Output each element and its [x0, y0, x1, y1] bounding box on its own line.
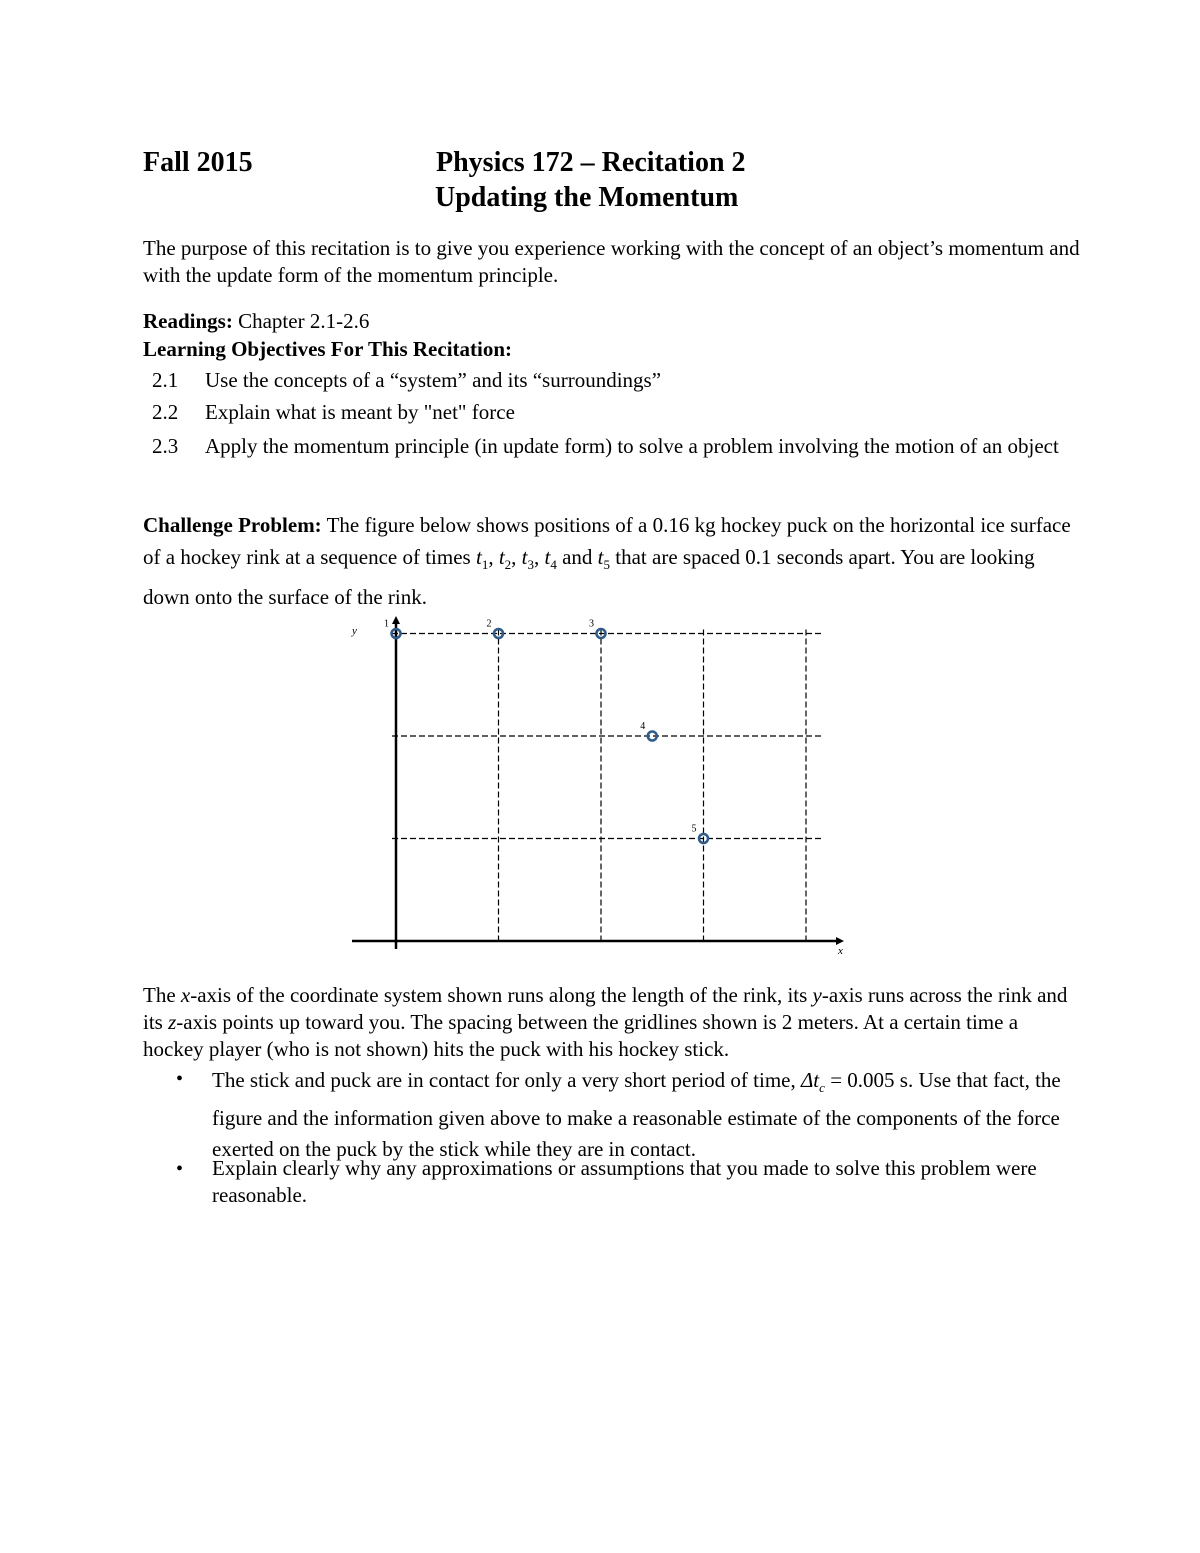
y-axis-arrowhead	[392, 616, 400, 624]
challenge-text-b: that are spaced 0.1 seconds apart. You are looking down onto the surface of the rink.	[143, 545, 1035, 610]
grid-lines	[392, 630, 824, 942]
term-label: Fall 2015	[143, 147, 253, 178]
x-axis-arrowhead	[836, 937, 844, 945]
puck-position-label: 4	[640, 721, 646, 732]
desc-x: x	[180, 983, 191, 1007]
readings-text: Chapter 2.1-2.6	[238, 309, 370, 333]
challenge-and: and	[562, 545, 593, 569]
time-t1-sub: 1	[481, 557, 489, 573]
axes	[351, 616, 844, 957]
time-t5: $t_5$	[597, 545, 611, 573]
eq-rest: = 0.005 s	[830, 1068, 908, 1092]
bullet-1-b: . Use that fact, the figure and the information given above to make a reasonable estimate of the components of the force exerted on the puck by the stick while they are in contact.	[212, 1068, 1061, 1162]
desc-s2: -axis of the coordinate system shown runs along the length of the rink, its	[190, 983, 808, 1007]
objective-text: Use the concepts of a “system” and its “surroundings”	[205, 368, 662, 392]
delta-t-sub: c	[819, 1080, 825, 1096]
puck-position-label: 2	[486, 618, 492, 630]
y-axis-label: y	[352, 625, 357, 637]
bullet-marker: •	[176, 1068, 184, 1090]
objective-number: 2.2	[152, 400, 179, 424]
desc-s4: -axis points up toward you. The spacing between the gridlines shown is 2 meters. At a certain time a hockey player (who is not shown) hits the puck with his hockey stick.	[143, 1010, 1019, 1061]
bullet-1-a: The stick and puck are in contact for only a very short period of time,	[212, 1068, 796, 1092]
objective-number: 2.3	[152, 434, 179, 458]
description-paragraph	[143, 982, 1083, 1063]
readings-label: Readings:	[143, 309, 233, 333]
delta-t: Δt	[800, 1068, 820, 1092]
desc-z: z	[168, 1010, 177, 1034]
puck-positions	[384, 619, 708, 844]
puck-position-label: 1	[384, 618, 389, 630]
challenge-label: Challenge Problem:	[143, 513, 322, 537]
puck-position-label: 5	[691, 823, 697, 835]
time-t2: $t_2$	[498, 545, 512, 573]
challenge-paragraph: Challenge Problem: The figure below shows positions of a 0.16 kg hockey puck on the horizontal ice surface of a hockey rink at a sequence of times $t_1$, $t_2$, $t_3$, $t_4$ and $t_5$ that are spaced 0.1 seconds apart. You are looking down onto the surface of the rink.	[143, 513, 1071, 610]
time-t1: $t_1$	[475, 545, 489, 573]
bullet-item: Explain clearly why any approximations or assumptions that you made to solve this problem were reasonable.	[212, 1156, 1037, 1207]
puck-position-label: 3	[589, 618, 594, 630]
objective-text: Explain what is meant by "net" force	[205, 400, 515, 424]
bullet-item	[212, 1065, 1082, 1165]
time-t2-sub: 2	[504, 557, 512, 573]
time-t3-sub: 3	[527, 557, 534, 573]
intro-paragraph: The purpose of this recitation is to give you experience working with the concept of an object’s momentum and with the update form of the momentum principle.	[143, 236, 1080, 287]
x-axis-label: x	[838, 945, 843, 957]
time-t4: $t_4$	[544, 545, 557, 573]
time-t5-sub: 5	[603, 557, 611, 573]
desc-y: y	[812, 983, 822, 1007]
course-title: Physics 172 – Recitation 2	[436, 147, 746, 178]
challenge-text-a: The figure below shows positions of a 0.16 kg hockey puck on the horizontal ice surface of a hockey rink at a sequence of times	[143, 513, 1071, 569]
bullet-marker: •	[176, 1158, 184, 1180]
time-t4-sub: 4	[550, 557, 557, 573]
desc-s1: The	[143, 983, 176, 1007]
objective-text: Apply the momentum principle (in update form) to solve a problem involving the motion of an object	[205, 434, 1059, 458]
objectives-heading: Learning Objectives For This Recitation:	[143, 337, 513, 361]
objective-number: 2.1	[152, 368, 179, 392]
time-t3: $t_3$	[521, 545, 534, 573]
page-title: Updating the Momentum	[435, 182, 739, 213]
desc-s3: -axis runs across the rink and its	[143, 983, 1068, 1034]
